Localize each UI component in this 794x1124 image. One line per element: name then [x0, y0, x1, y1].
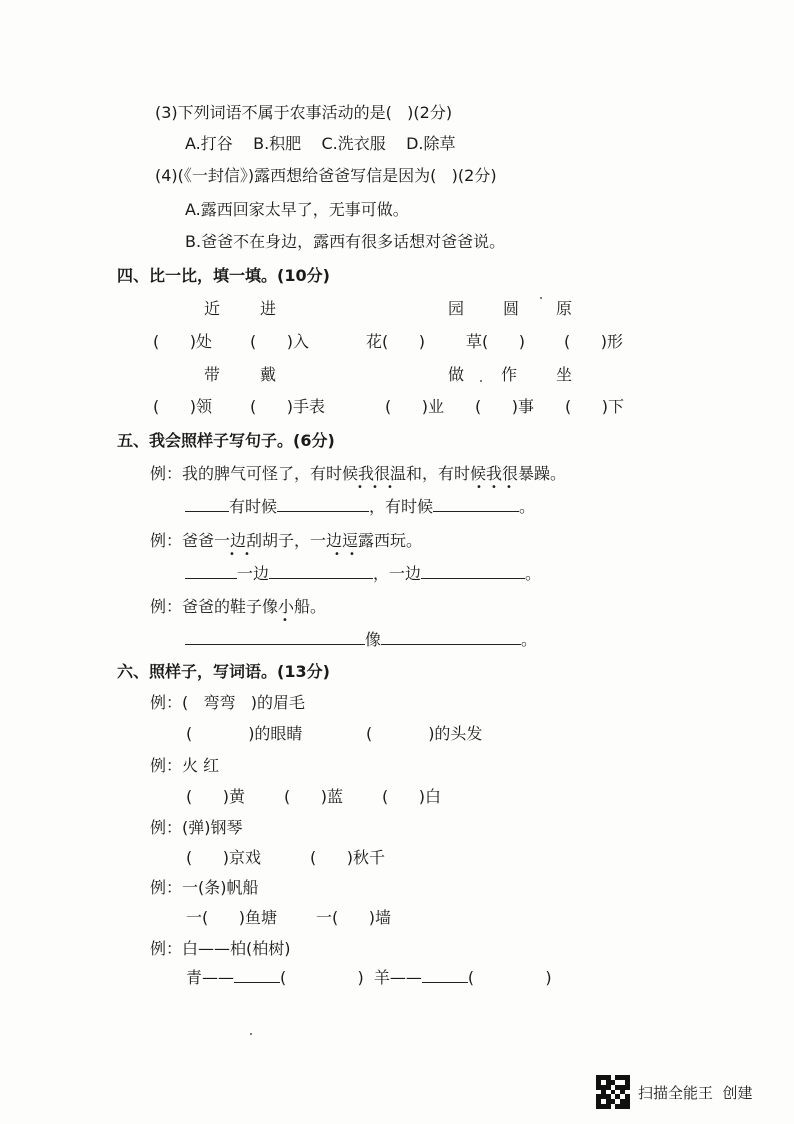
- sec4-char-yuan1: 园: [448, 299, 465, 318]
- sec4-blank-shoubiao[interactable]: ( )手表: [250, 397, 326, 416]
- sec6-blank-blue[interactable]: ( )蓝: [284, 787, 344, 806]
- sec5-example-3: 例：爸爸的鞋子像小船。: [150, 597, 327, 616]
- sec6-blank-hair[interactable]: ( )的头发: [366, 724, 483, 743]
- sec6-blank-eyes[interactable]: ( )的眼睛: [186, 724, 303, 743]
- sec4-char-dai2: 戴: [260, 365, 277, 384]
- q4-option-b: B.爸爸不在身边，露西有很多话想对爸爸说。: [185, 232, 506, 251]
- sec4-blank-cao[interactable]: 草( ): [466, 332, 526, 351]
- sec4-char-dai1: 带: [204, 365, 221, 384]
- sec4-char-zuo2: 作: [501, 365, 518, 384]
- sec4-blank-ru[interactable]: ( )入: [250, 332, 310, 351]
- sec6-fill-5[interactable]: 青—— ( ) 羊—— ( ): [186, 968, 552, 987]
- sec5-fill-3[interactable]: 像 。: [185, 628, 537, 651]
- sec4-char-jin1: 近: [204, 299, 221, 318]
- q4-stem: (4)(《一封信》)露西想给爸爸写信是因为( )(2分): [155, 166, 497, 185]
- sec4-char-zuo3: 坐: [556, 365, 573, 384]
- sec6-blank-qiuqian[interactable]: ( )秋千: [310, 848, 386, 867]
- sec5-example-1: 例：我的脾气可怪了，有时候我很温和，有时候我很暴躁。: [150, 464, 567, 483]
- sec6-blank-qiang[interactable]: 一( )墙: [316, 908, 392, 927]
- sec4-blank-ling[interactable]: ( )领: [153, 397, 213, 416]
- sec6-example-5: 例：白——柏(柏树): [150, 939, 291, 958]
- sec6-example-3: 例：(弹)钢琴: [150, 818, 243, 837]
- sec6-example-2: 例：火 红: [150, 756, 220, 775]
- sec5-fill-1[interactable]: 有时候 ，有时候 。: [185, 495, 535, 518]
- sec6-blank-yellow[interactable]: ( )黄: [186, 787, 246, 806]
- qr-code-icon: [596, 1075, 630, 1109]
- sec6-blank-jingxi[interactable]: ( )京戏: [186, 848, 262, 867]
- sec6-example-4: 例：一(条)帆船: [150, 878, 259, 897]
- sec4-char-yuan2: 圆: [503, 299, 520, 318]
- sec4-blank-shi[interactable]: ( )事: [475, 397, 535, 416]
- sec4-char-yuan3: 原: [556, 299, 573, 318]
- watermark-text: 扫描全能王 创建: [638, 1083, 753, 1102]
- sec6-blank-white[interactable]: ( )白: [382, 787, 442, 806]
- sec5-fill-2[interactable]: 一边 ，一边 。: [185, 562, 541, 585]
- sec6-blank-yutang[interactable]: 一( )鱼塘: [186, 908, 278, 927]
- section-6-title: 六、照样子，写词语。(13分): [117, 662, 330, 681]
- sec4-blank-chu[interactable]: ( )处: [153, 332, 213, 351]
- sec4-blank-ye[interactable]: ( )业: [385, 397, 445, 416]
- section-4-title: 四、比一比，填一填。(10分): [117, 266, 330, 285]
- q3-stem: (3)下列词语不属于农事活动的是( )(2分): [155, 103, 453, 122]
- sec6-example-1: 例：( 弯弯 )的眉毛: [150, 693, 306, 712]
- sec4-char-jin2: 进: [260, 299, 277, 318]
- sec5-example-2: 例：爸爸一边刮胡子，一边逗露西玩。: [150, 531, 423, 550]
- sec4-blank-xing[interactable]: ( )形: [564, 332, 624, 351]
- q3-options: A.打谷 B.积肥 C.洗衣服 D.除草: [185, 134, 456, 153]
- section-5-title: 五、我会照样子写句子。(6分): [117, 431, 335, 450]
- sec4-blank-xia[interactable]: ( )下: [565, 397, 625, 416]
- q4-option-a: A.露西回家太早了，无事可做。: [185, 200, 409, 219]
- sec4-char-zuo1: 做: [448, 365, 465, 384]
- sec4-blank-hua[interactable]: 花( ): [366, 332, 426, 351]
- scanner-watermark: [596, 1074, 753, 1110]
